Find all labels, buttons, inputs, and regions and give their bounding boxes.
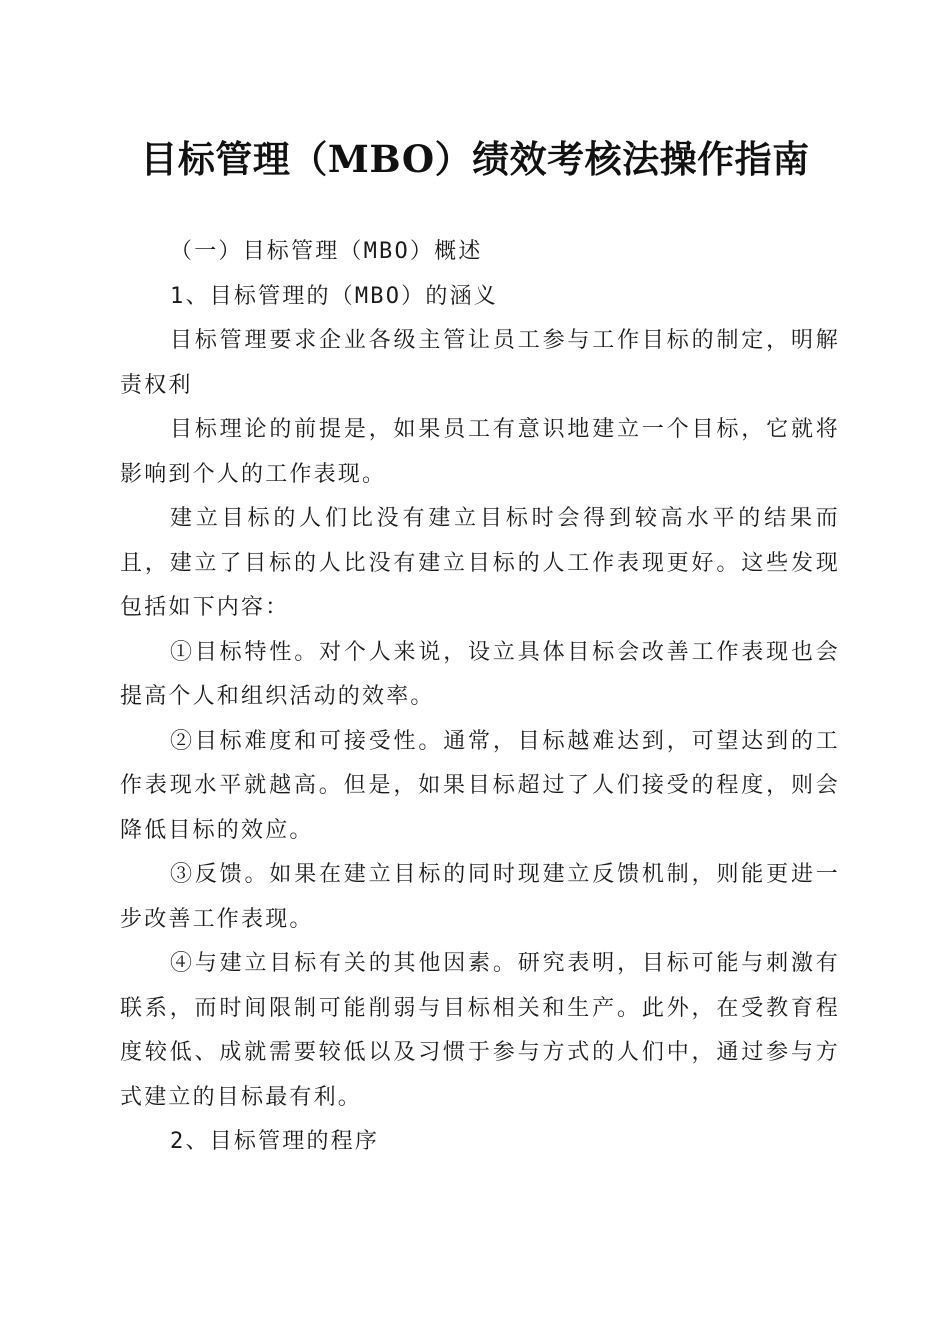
document-body: [120, 230, 840, 1165]
paragraph: 目标理论的前提是，如果员工有意识地建立一个目标，它就将影响到个人的工作表现。: [120, 417, 840, 487]
list-item: ①目标特性。对个人来说，设立具体目标会改善工作表现也会提高个人和组织活动的效率。: [120, 639, 840, 709]
subsection-heading: 2、目标管理的程序: [170, 1129, 380, 1154]
subsection-heading: 1、目标管理的（MBO）的涵义: [170, 283, 498, 309]
list-item: ④与建立目标有关的其他因素。研究表明，目标可能与刺激有联系，而时间限制可能削弱与目标相关和生产。此外，在受教育程度较低、成就需要较低以及习惯于参与方式的人们中，通过参与方式建立的目标最有利。: [120, 951, 840, 1110]
paragraph: 建立目标的人们比没有建立目标时会得到较高水平的结果而且，建立了目标的人比没有建立目标的人工作表现更好。这些发现包括如下内容：: [120, 506, 840, 620]
list-item: ③反馈。如果在建立目标的同时现建立反馈机制，则能更进一步改善工作表现。: [120, 862, 840, 932]
document-title: 目标管理（MBO）绩效考核法操作指南: [140, 137, 810, 181]
section-heading: （一）目标管理（MBO）概述: [170, 239, 483, 264]
list-item: ②目标难度和可接受性。通常，目标越难达到，可望达到的工作表现水平就越高。但是，如果目标超过了人们接受的程度，则会降低目标的效应。: [120, 728, 840, 843]
paragraph: 目标管理要求企业各级主管让员工参与工作目标的制定，明解责权利: [120, 328, 840, 398]
